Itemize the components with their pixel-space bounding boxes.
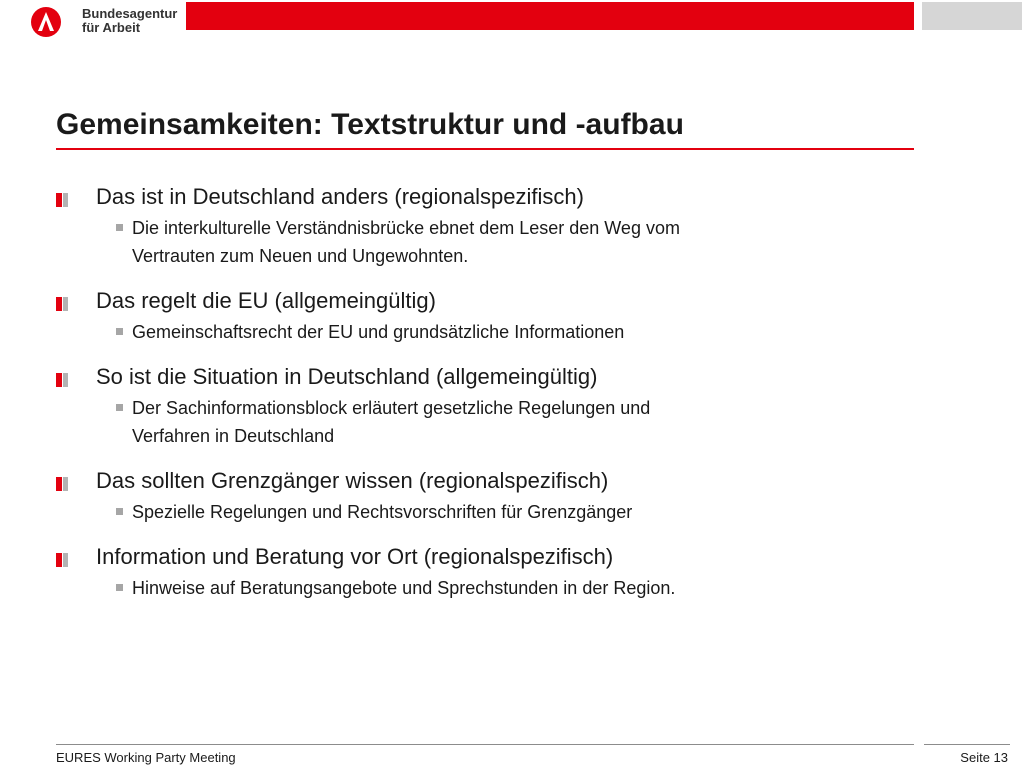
sub-bullet-line: Hinweise auf Beratungsangebote und Sprechstunden in der Region. (132, 578, 676, 598)
section-3 (56, 360, 916, 450)
ba-logo-icon (30, 6, 70, 38)
section-4 (56, 464, 916, 526)
bundesagentur-logo (30, 6, 180, 38)
header-grey-bar (922, 2, 1022, 30)
sub-bullet-line: Vertrauten zum Neuen und Ungewohnten. (132, 246, 469, 266)
section-heading: Das ist in Deutschland anders (regionalspezifisch) (96, 184, 584, 209)
section-2 (56, 284, 916, 346)
section-heading: Information und Beratung vor Ort (regionalspezifisch) (96, 544, 614, 569)
sub-bullet-line: Gemeinschaftsrecht der EU und grundsätzliche Informationen (132, 322, 625, 342)
bullet-marker-icon (56, 193, 68, 207)
sub-bullet (132, 318, 916, 346)
sub-bullet-line: Die interkulturelle Verständnisbrücke ebnet dem Leser den Weg vom (132, 218, 680, 238)
header-red-bar (186, 2, 914, 30)
section-5 (56, 540, 916, 602)
bullet-marker-icon (56, 553, 68, 567)
square-bullet-icon (116, 508, 123, 515)
footer-event-name: EURES Working Party Meeting (56, 750, 236, 765)
footer-rule (56, 744, 914, 745)
sub-bullet-line: Verfahren in Deutschland (132, 426, 335, 446)
square-bullet-icon (116, 584, 123, 591)
bullet-marker-icon (56, 297, 68, 311)
sub-bullet (132, 394, 916, 450)
section-1 (56, 180, 916, 270)
sub-bullet-line: Der Sachinformationsblock erläutert gesetzliche Regelungen und (132, 398, 651, 418)
sub-bullet (132, 214, 916, 270)
section-heading: So ist die Situation in Deutschland (allgemeingültig) (96, 364, 598, 389)
brand-line-1: Bundesagentur (82, 6, 178, 21)
title-underline (56, 148, 914, 150)
sub-bullet (132, 498, 916, 526)
section-heading: Das regelt die EU (allgemeingültig) (96, 288, 436, 313)
slide-title: Gemeinsamkeiten: Textstruktur und -aufbau (56, 108, 684, 141)
bullet-marker-icon (56, 373, 68, 387)
square-bullet-icon (116, 404, 123, 411)
brand-line-2: für Arbeit (82, 20, 141, 35)
page-number: Seite 13 (960, 750, 1008, 765)
section-heading: Das sollten Grenzgänger wissen (regionalspezifisch) (96, 468, 609, 493)
bullet-list (56, 180, 916, 616)
square-bullet-icon (116, 328, 123, 335)
square-bullet-icon (116, 224, 123, 231)
bullet-marker-icon (56, 477, 68, 491)
sub-bullet (132, 574, 916, 602)
sub-bullet-line: Spezielle Regelungen und Rechtsvorschriften für Grenzgänger (132, 502, 633, 522)
brand-name (82, 7, 177, 35)
footer-rule-right (924, 744, 1010, 745)
